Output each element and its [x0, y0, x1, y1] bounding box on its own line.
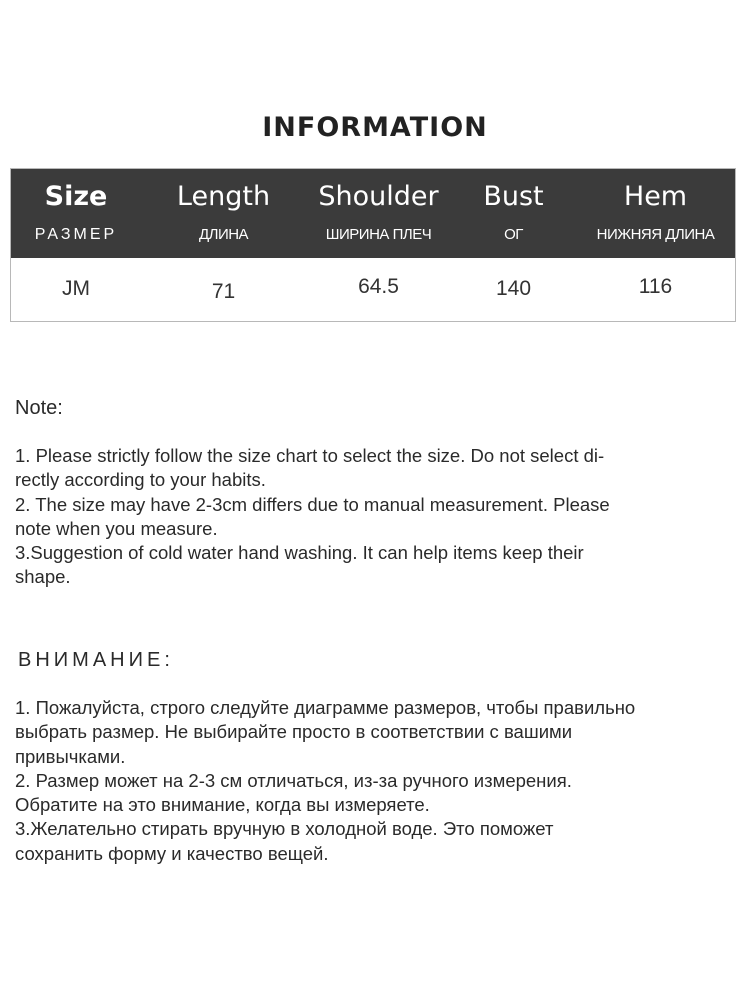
- header-size-ru: РАЗМЕР: [34, 226, 118, 243]
- cell-length: [146, 258, 301, 321]
- cell-shoulder: [301, 258, 456, 321]
- note-en-line: rectly according to your habits.: [15, 469, 266, 491]
- note-en-line: 1. Please strictly follow the size chart to select the size. Do not select di-: [15, 445, 605, 466]
- note-en-line: 3.Suggestion of cold water hand washing. It can help items keep their: [15, 542, 584, 564]
- note-title-en: Note:: [15, 397, 63, 419]
- cell-length-value: 71: [211, 280, 236, 303]
- size-table: [10, 168, 736, 322]
- note-ru-line: привычками.: [15, 745, 126, 767]
- note-title-en-block: [15, 394, 730, 422]
- header-bust-en: Bust: [483, 181, 544, 212]
- cell-size: [11, 258, 141, 321]
- cell-bust: [451, 258, 576, 321]
- header-shoulder-ru: ШИРИНА ПЛЕЧ: [325, 226, 432, 243]
- note-body-en: [15, 444, 730, 590]
- note-title-ru: ВНИМАНИЕ:: [18, 649, 174, 671]
- cell-size-value: JM: [62, 277, 90, 300]
- header-length-ru: ДЛИНА: [198, 226, 249, 243]
- cell-hem: [576, 258, 735, 321]
- header-size: [11, 169, 141, 258]
- header-length-en: Length: [176, 181, 271, 212]
- header-shoulder: [301, 169, 456, 258]
- note-ru-line: Обратите на это внимание, когда вы измеряете.: [15, 794, 430, 816]
- table-header: [11, 169, 735, 258]
- note-en-line: 2. The size may have 2-3cm differs due to manual measurement. Please: [15, 493, 610, 515]
- cell-shoulder-value: 64.5: [358, 275, 399, 298]
- header-hem-ru: НИЖНЯЯ ДЛИНА: [596, 226, 715, 243]
- table-row: [11, 258, 735, 321]
- header-shoulder-en: Shoulder: [318, 181, 439, 212]
- header-hem: [576, 169, 735, 258]
- note-en-line: note when you measure.: [15, 517, 218, 539]
- note-ru-line: выбрать размер. Не выбирайте просто в соответствии с вашими: [15, 721, 573, 743]
- note-en-line: shape.: [15, 566, 71, 588]
- note-ru-line: сохранить форму и качество вещей.: [15, 842, 329, 864]
- note-body-ru: [15, 696, 730, 866]
- note-title-ru-block: [15, 646, 730, 674]
- cell-hem-value: 116: [638, 275, 673, 298]
- header-bust-ru: ОГ: [504, 226, 523, 243]
- header-size-en: Size: [44, 181, 108, 212]
- header-hem-en: Hem: [623, 181, 688, 212]
- note-ru-line: 1. Пожалуйста, строго следуйте диаграмме размеров, чтобы правильно: [15, 697, 636, 718]
- cell-bust-value: 140: [495, 277, 532, 300]
- note-ru-line: 2. Размер может на 2-3 см отличаться, из-за ручного измерения.: [15, 769, 572, 791]
- page-title: INFORMATION: [262, 112, 488, 143]
- header-bust: [451, 169, 576, 258]
- note-ru-line: 3.Желательно стирать вручную в холодной воде. Это поможет: [15, 818, 554, 840]
- header-length: [146, 169, 301, 258]
